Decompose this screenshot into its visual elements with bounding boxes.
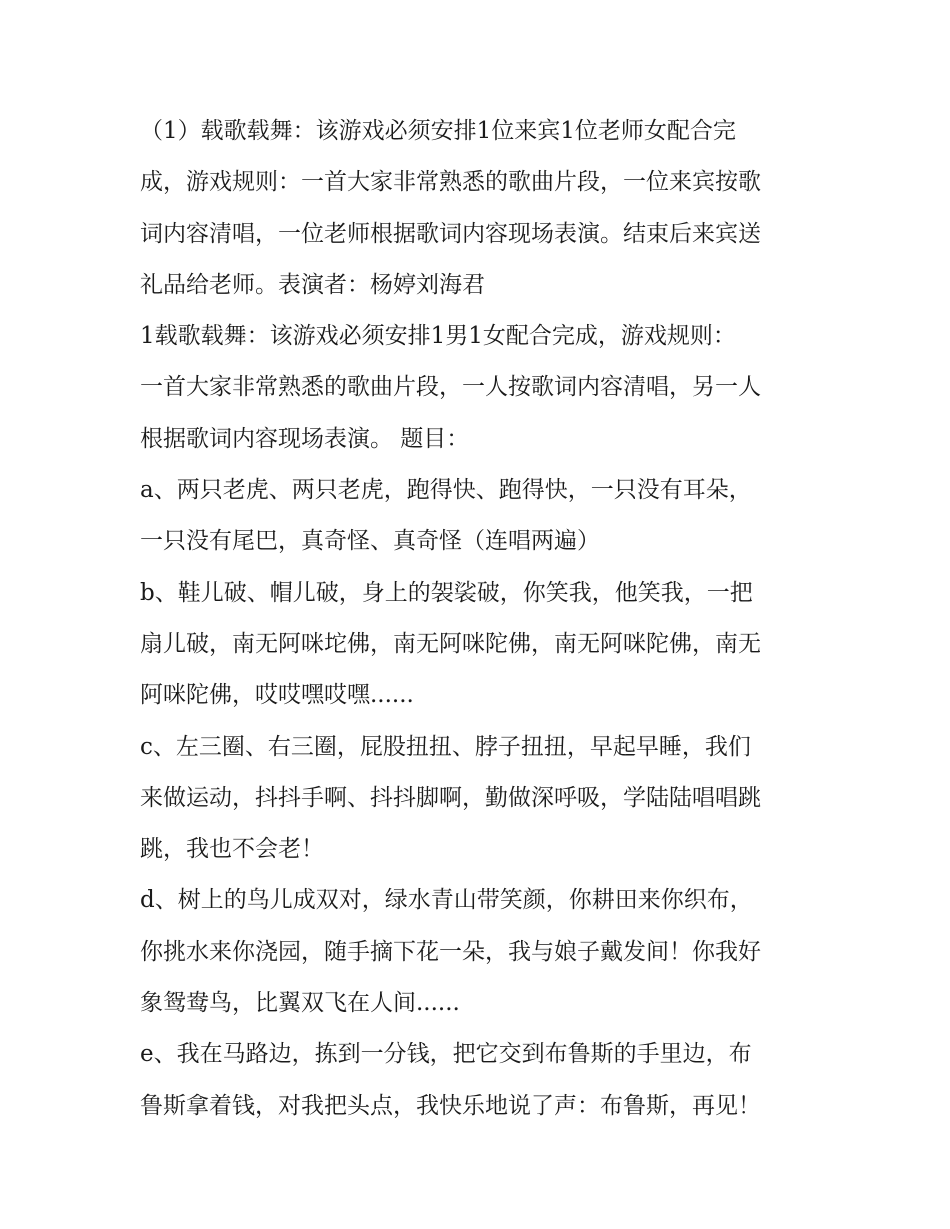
text-line: a、两只老虎、两只老虎，跑得快、跑得快，一只没有耳朵，: [140, 477, 752, 504]
song-item-e: [140, 1029, 820, 1132]
text-line: 词内容清唱，一位老师根据歌词内容现场表演。结束后来宾送: [140, 220, 761, 247]
song-item-c: [140, 722, 820, 876]
text-line: 鲁斯拿着钱，对我把头点，我快乐地说了声：布鲁斯，再见！: [140, 1092, 761, 1119]
text-line: 一首大家非常熟悉的歌曲片段，一人按歌词内容清唱，另一人: [140, 374, 761, 401]
text-line: （1）载歌载舞：该游戏必须安排1位来宾1位老师女配合完: [140, 118, 736, 144]
paragraph-game-rules-pair: [140, 311, 820, 465]
text-line: 根据歌词内容现场表演。 题目：: [140, 425, 470, 452]
text-line: 阿咪陀佛，哎哎嘿哎嘿......: [140, 682, 414, 709]
song-item-a: [140, 465, 820, 568]
text-line: 来做运动，抖抖手啊、抖抖脚啊，勤做深呼吸，学陆陆唱唱跳: [140, 784, 761, 811]
text-line: b、鞋儿破、帽儿破，身上的袈裟破，你笑我，他笑我，一把: [140, 579, 753, 606]
text-line: 扇儿破，南无阿咪坨佛，南无阿咪陀佛，南无阿咪陀佛，南无: [140, 630, 761, 657]
text-line: 象鸳鸯鸟，比翼双飞在人间......: [140, 990, 460, 1017]
text-line: 一只没有尾巴，真奇怪、真奇怪（连唱两遍）: [140, 528, 600, 555]
text-line: 成，游戏规则：一首大家非常熟悉的歌曲片段，一位来宾按歌: [140, 169, 761, 196]
song-item-d: [140, 875, 820, 1029]
text-line: d、树上的鸟儿成双对，绿水青山带笑颜，你耕田来你织布，: [140, 887, 753, 914]
text-line: 礼品给老师。表演者：杨婷刘海君: [140, 271, 485, 298]
text-line: e、我在马路边，拣到一分钱，把它交到布鲁斯的手里边，布: [140, 1041, 752, 1068]
paragraph-game-rules-teacher: [140, 106, 820, 311]
song-item-b: [140, 568, 820, 722]
text-line: 跳，我也不会老！: [140, 836, 324, 863]
text-line: 1载歌载舞：该游戏必须安排1男1女配合完成，游戏规则：: [140, 323, 736, 350]
text-line: 你挑水来你浇园，随手摘下花一朵，我与娘子戴发间！你我好: [140, 938, 761, 965]
document-page: [140, 106, 820, 1132]
text-line: c、左三圈、右三圈，屁股扭扭、脖子扭扭，早起早睡，我们: [140, 733, 751, 760]
